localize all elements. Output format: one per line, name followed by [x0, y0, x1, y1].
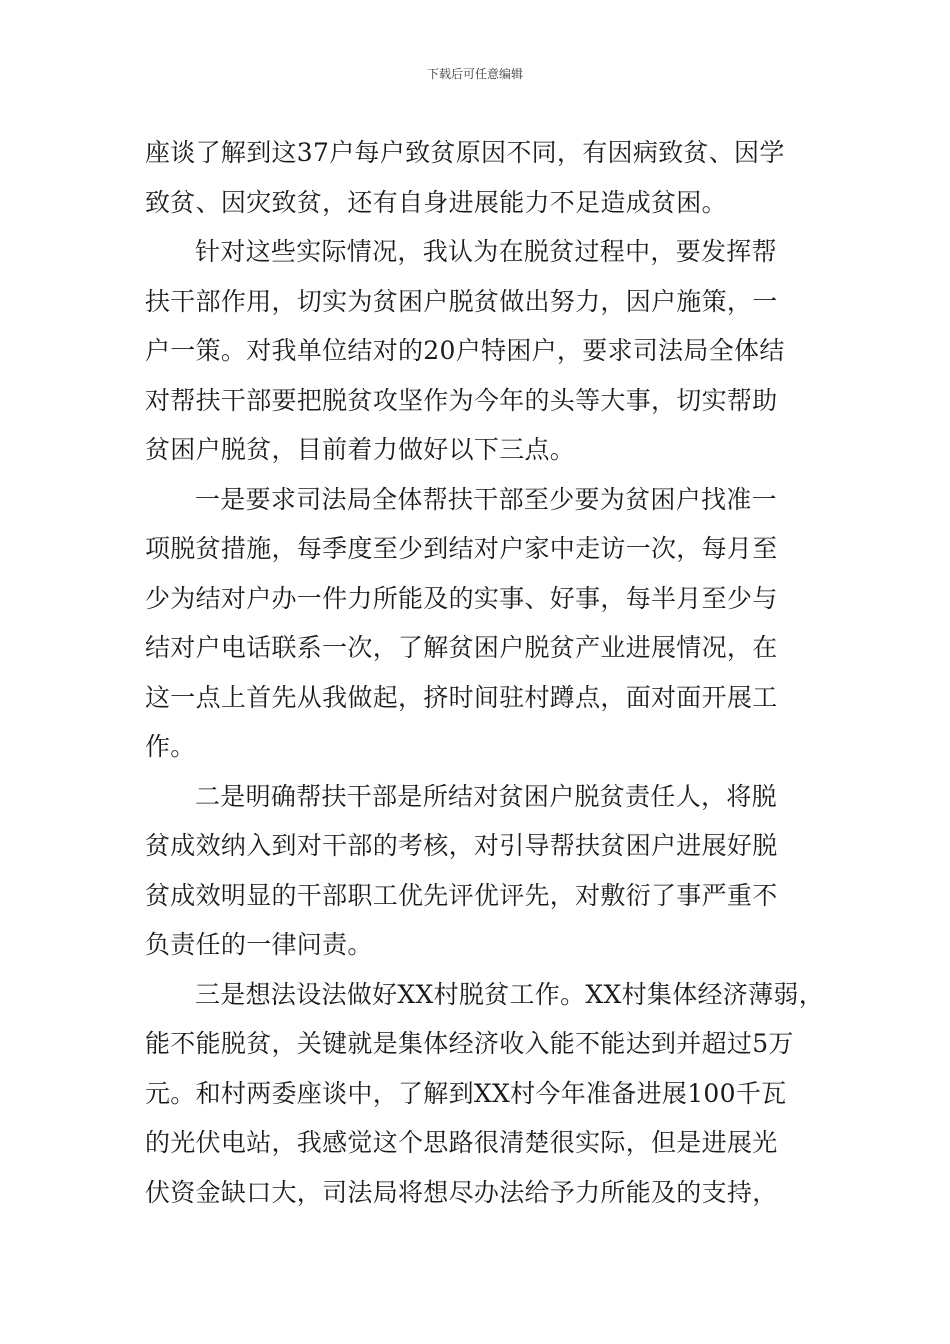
text-line: 能不能脱贫，关键就是集体经济收入能不能达到并超过5万	[145, 1029, 794, 1058]
text-line: 作。	[145, 732, 196, 761]
paragraph-start-line: 针对这些实际情况，我认为在脱贫过程中，要发挥帮	[195, 237, 777, 266]
text-line: 扶干部作用，切实为贫困户脱贫做出努力，因户施策，一	[145, 286, 778, 316]
text-line: 项脱贫措施，每季度至少到结对户家中走访一次，每月至	[145, 534, 778, 563]
text-line: 的光伏电站，我感觉这个思路很清楚很实际，但是进展光	[145, 1128, 778, 1157]
text-line: 少为结对户办一件力所能及的实事、好事，每半月至少与	[145, 583, 778, 613]
text-line: 致贫、因灾致贫，还有自身进展能力不足造成贫困。	[145, 187, 727, 217]
text-line: 座谈了解到这37户每户致贫原因不同，有因病致贫、因学	[145, 138, 785, 167]
document-body	[145, 128, 824, 1217]
text-line: 户一策。对我单位结对的20户特困户，要求司法局全体结	[145, 336, 785, 365]
paragraph-start-line: 三是想法设法做好XX村脱贫工作。XX村集体经济薄弱，	[195, 979, 824, 1009]
text-line: 贫成效纳入到对干部的考核，对引导帮扶贫困户进展好脱	[145, 831, 778, 860]
paragraph-start-line: 一是要求司法局全体帮扶干部至少要为贫困户找准一	[195, 484, 777, 514]
text-line: 结对户电话联系一次，了解贫困户脱贫产业进展情况，在	[145, 633, 778, 662]
text-line: 贫困户脱贫，目前着力做好以下三点。	[145, 435, 576, 464]
text-line: 负责任的一律问责。	[145, 930, 373, 959]
text-line: 伏资金缺口大，司法局将想尽办法给予力所能及的支持，	[145, 1177, 778, 1207]
paragraph-start-line: 二是明确帮扶干部是所结对贫困户脱贫责任人，将脱	[195, 781, 777, 811]
text-line: 对帮扶干部要把脱贫攻坚作为今年的头等大事，切实帮助	[145, 385, 778, 415]
text-line: 贫成效明显的干部职工优先评优评先，对敷衍了事严重不	[145, 880, 778, 910]
text-line: 这一点上首先从我做起，挤时间驻村蹲点，面对面开展工	[145, 682, 778, 712]
page-header-note: 下载后可任意编辑	[426, 67, 523, 81]
text-line: 元。和村两委座谈中，了解到XX村今年准备进展100千瓦	[145, 1078, 787, 1108]
